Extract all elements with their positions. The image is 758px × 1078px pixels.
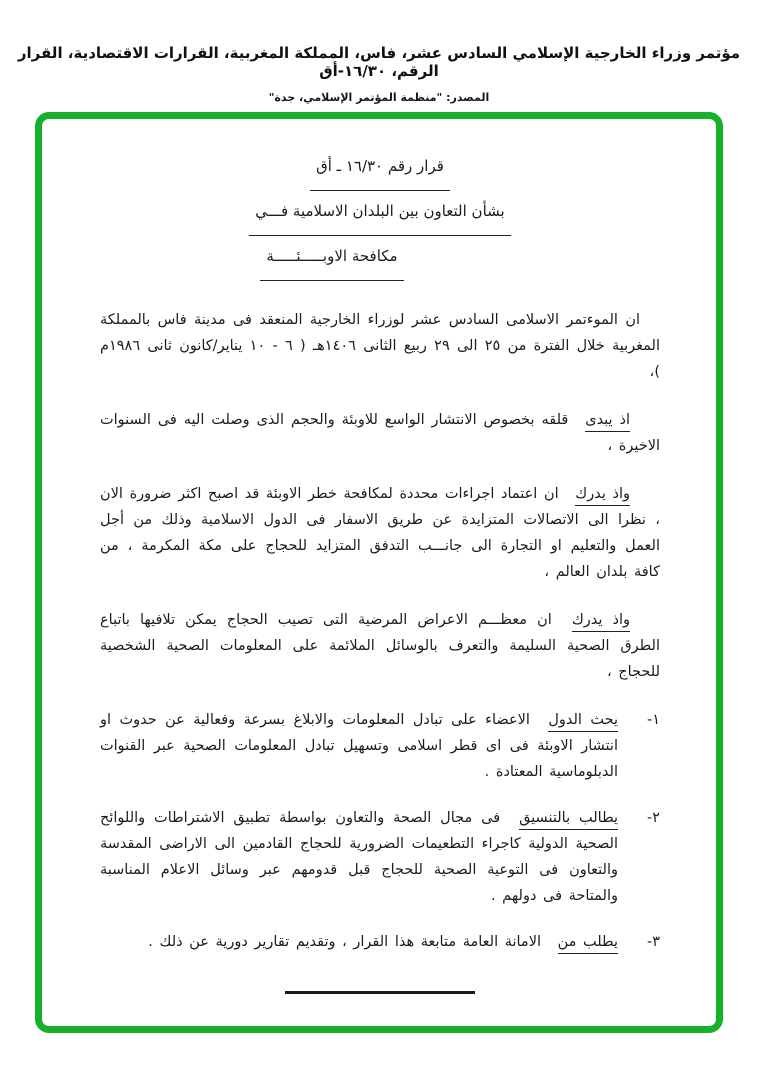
item-3-body-text: الامانة العامة متابعة هذا القرار ، وتقديم تقارير دورية عن ذلك . bbox=[148, 934, 541, 950]
preamble-paragraph-3 bbox=[100, 481, 660, 585]
preamble-paragraph-1 bbox=[100, 307, 660, 385]
preamble-paragraph-4-lead: واذ يدرك bbox=[572, 612, 630, 632]
resolution-item-3 bbox=[100, 929, 660, 955]
item-2-body-text: فى مجال الصحة والتعاون بواسطة تطبيق الاشتراطات واللوائح الصحية الدولية كاجراء التطعيمات الضرورية للحجاج القادمين الى الاراضى المقدسة والتعاون فى التوعية الصحية للحجاج قبل قدومهم عبر وسائل الاعلام المناسبة والمتاحة فى دولهم . bbox=[100, 810, 618, 904]
resolution-items bbox=[100, 707, 660, 955]
item-3-text bbox=[100, 929, 618, 955]
item-2-lead: يطالب بالتنسيق bbox=[519, 810, 618, 830]
preamble-paragraph-2-lead: اذ يبدى bbox=[585, 412, 630, 432]
preamble-paragraph-3-text: ان اعتماد اجراءات محددة لمكافحة خطر الاوبئة قد اصبح اكثر ضرورة الان ، نظرا الى الاتصالات المتزايدة عن طريق الاسفار فى الدول الاسلامية وذلك من أجل العمل والتعليم او التجارة الى جانـــب التدفق المتزايد للحجاج على مكة المكرمة ، من كافة بلدان العالم ، bbox=[100, 486, 660, 580]
title-line-1-row bbox=[100, 146, 660, 191]
item-2-text bbox=[100, 805, 618, 909]
title-line-3-row bbox=[100, 236, 660, 281]
item-3-lead: يطلب من bbox=[558, 934, 618, 954]
title-line-2: بشأن التعاون بين البلدان الاسلامية فـــي bbox=[249, 191, 510, 236]
source-header-line-2: المصدر: "منظمة المؤتمر الإسلامي، جدة" bbox=[268, 91, 490, 104]
item-1-number: ١- bbox=[646, 712, 660, 728]
item-2-number: ٢- bbox=[646, 810, 660, 826]
preamble-paragraph-4 bbox=[100, 607, 660, 685]
preamble-paragraph-1-text: ان الموءتمر الاسلامى السادس عشر لوزراء الخارجية المنعقد فى مدينة فاس بالمملكة المغربية خلال الفترة من ٢٥ الى ٢٩ ربيع الثانى ١٤٠٦هـ ( ٦ - ١٠ يناير/كانون ثانى ١٩٨٦م )، bbox=[100, 312, 660, 380]
title-line-2-row bbox=[100, 191, 660, 236]
source-header-line-1: مؤتمر وزراء الخارجية الإسلامي السادس عشر، فاس، المملكة المغربية، القرارات الاقتصادية، القرار الرقم، ١٦/٣٠-أق bbox=[17, 44, 741, 80]
preamble-paragraph-2 bbox=[100, 407, 660, 459]
preamble-paragraph-3-lead: واذ يدرك bbox=[575, 486, 630, 506]
item-1-text bbox=[100, 707, 618, 785]
resolution-item-1 bbox=[100, 707, 660, 785]
resolution-item-2 bbox=[100, 805, 660, 909]
resolution-title bbox=[100, 146, 660, 281]
source-header bbox=[10, 44, 748, 104]
item-3-number: ٣- bbox=[646, 934, 660, 950]
resolution-document bbox=[100, 146, 660, 994]
closing-rule bbox=[285, 991, 475, 994]
preamble-paragraph-2-text: قلقه بخصوص الانتشار الواسع للاوبئة والحجم الذى وصلت اليه فى السنوات الاخيرة ، bbox=[100, 412, 660, 454]
title-line-1: قرار رقم ١٦/٣٠ ـ أق bbox=[310, 146, 450, 191]
item-1-lead: يحث الدول bbox=[548, 712, 618, 732]
preamble-paragraph-4-text: ان معظـــم الاعراض المرضية التى تصيب الحجاج يمكن تلافيها باتباع الطرق الصحية السليمة والتعرف بالوسائل الملائمة على المعلومات الصحية الشخصية للحجاج ، bbox=[100, 612, 660, 680]
item-1-body-text: الاعضاء على تبادل المعلومات والابلاغ بسرعة وفعالية عن حدوث او انتشار الاوبئة فى اى قطر اسلامى وتسهيل تبادل المعلومات الصحية عبر القنوات الدبلوماسية المعتادة . bbox=[100, 712, 618, 780]
title-line-3: مكافحة الاوبـــــئـــــة bbox=[260, 236, 403, 281]
